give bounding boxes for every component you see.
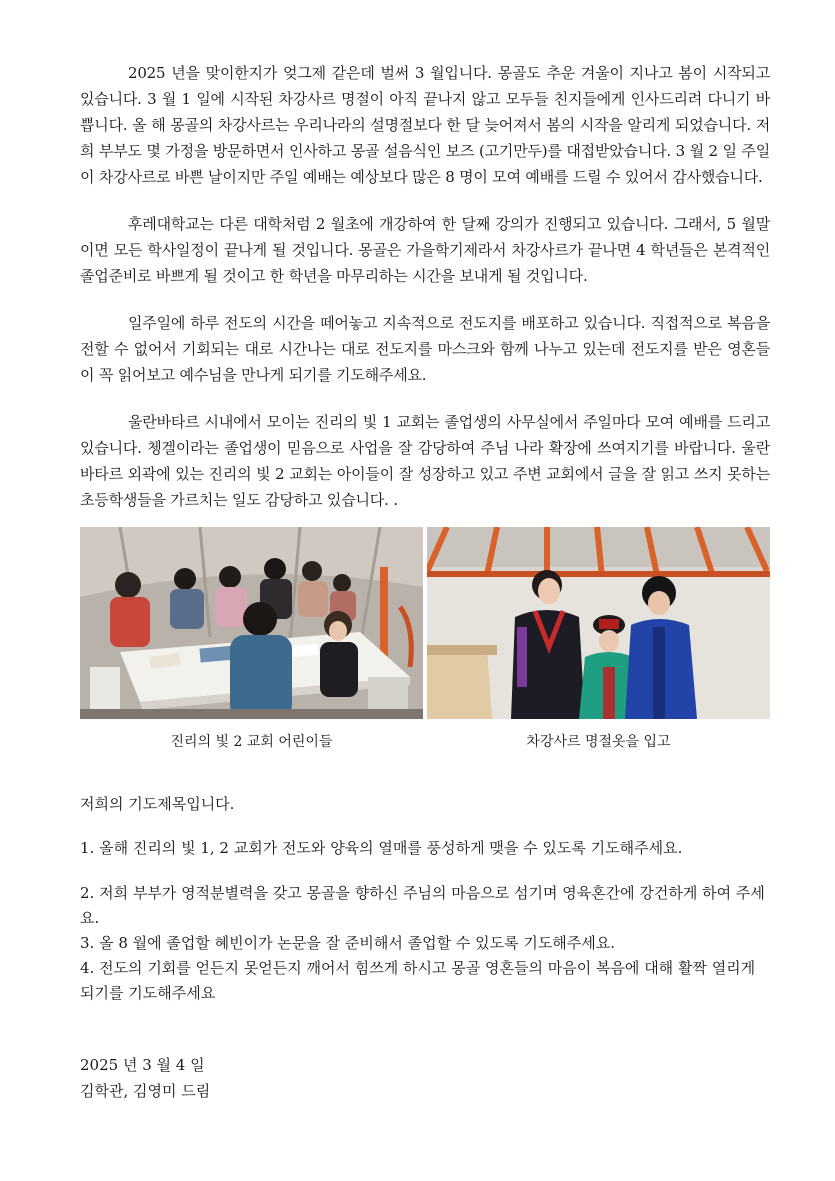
paragraph-university: 후레대학교는 다른 대학처럼 2 월초에 개강하여 한 달째 강의가 진행되고 있습니다. 그래서, 5 월말이면 모든 학사일정이 끝나게 될 것입니다. 몽골은 가을학기제라서 차강사르가 끝나면 4 학년들은 본격적인 졸업준비로 바쁘게 될 것이고 한 학년을 마무리하는 시간을 보내게 될 것입니다.: [80, 215, 770, 285]
letter-signature: 김학관, 김영미 드림: [80, 1082, 211, 1100]
prayer-item: 1. 올해 진리의 빛 1, 2 교회가 전도와 양육의 열매를 풍성하게 맺을 수 있도록 기도해주세요.: [80, 839, 683, 857]
paragraph-evangelism: 일주일에 하루 전도의 시간을 떼어놓고 지속적으로 전도지를 배포하고 있습니다. 직접적으로 복음을 전할 수 없어서 기회되는 대로 시간나는 대로 전도지를 마스크와 함께 나누고 있는데 전도지를 받은 영혼들이 꼭 읽어보고 예수님을 만나게 되기를 기도해주세요.: [80, 314, 770, 384]
photo-row: [80, 527, 770, 751]
costume-photo-caption: 차강사르 명절옷을 입고: [526, 734, 671, 750]
letter-page: [80, 60, 770, 1104]
costume-photo: [427, 527, 770, 719]
paragraph-intro: 2025 년을 맞이한지가 엊그제 같은데 벌써 3 월입니다. 몽골도 추운 겨울이 지나고 봄이 시작되고 있습니다. 3 월 1 일에 시작된 차강사르 명절이 아직 끝나지 않고 모두들 친지들에게 인사드리려 다니기 바쁩니다. 올 해 몽골의 차강사르는 우리나라의 설명절보다 한 달 늦어져서 봄의 시작을 알리게 되었습니다. 저희 부부도 몇 가정을 방문하면서 인사하고 몽골 설음식인 보즈 (고기만두)를 대접받았습니다. 3 월 2 일 주일이 차강사르로 바쁜 날이지만 주일 예배는 예상보다 많은 8 명이 모여 예배를 드릴 수 있어서 감사했습니다.: [80, 64, 770, 186]
prayer-item: 4. 전도의 기회를 얻든지 못얻든지 깨어서 힘쓰게 하시고 몽골 영혼들의 마음이 복음에 대해 활짝 열리게 되기를 기도해주세요: [80, 959, 756, 1002]
prayer-list: [80, 836, 770, 1006]
children-photo: [80, 527, 423, 719]
photo-block-costume: [427, 527, 770, 751]
children-photo-caption: 진리의 빛 2 교회 어린이들: [170, 734, 333, 750]
letter-date: 2025 년 3 월 4 일: [80, 1056, 205, 1074]
closing-block: [80, 1052, 770, 1104]
prayer-item: 2. 저희 부부가 영적분별력을 갖고 몽골을 향하신 주님의 마음으로 섬기며 영육혼간에 강건하게 하여 주세요.: [80, 884, 765, 927]
prayer-intro: 저희의 기도제목입니다.: [80, 795, 235, 813]
photo-block-children: [80, 527, 423, 751]
paragraph-churches: 울란바타르 시내에서 모이는 진리의 빛 1 교회는 졸업생의 사무실에서 주일마다 모여 예배를 드리고 있습니다. 쳉겔이라는 졸업생이 믿음으로 사업을 잘 감당하여 주님 나라 확장에 쓰여지기를 바랍니다. 울란바타르 외곽에 있는 진리의 빛 2 교회는 아이들이 잘 성장하고 있고 주변 교회에서 글을 잘 읽고 쓰지 못하는 초등학생들을 가르치는 일도 감당하고 있습니다. .: [80, 413, 770, 509]
prayer-item: 3. 올 8 월에 졸업할 혜빈이가 논문을 잘 준비해서 졸업할 수 있도록 기도해주세요.: [80, 934, 616, 952]
